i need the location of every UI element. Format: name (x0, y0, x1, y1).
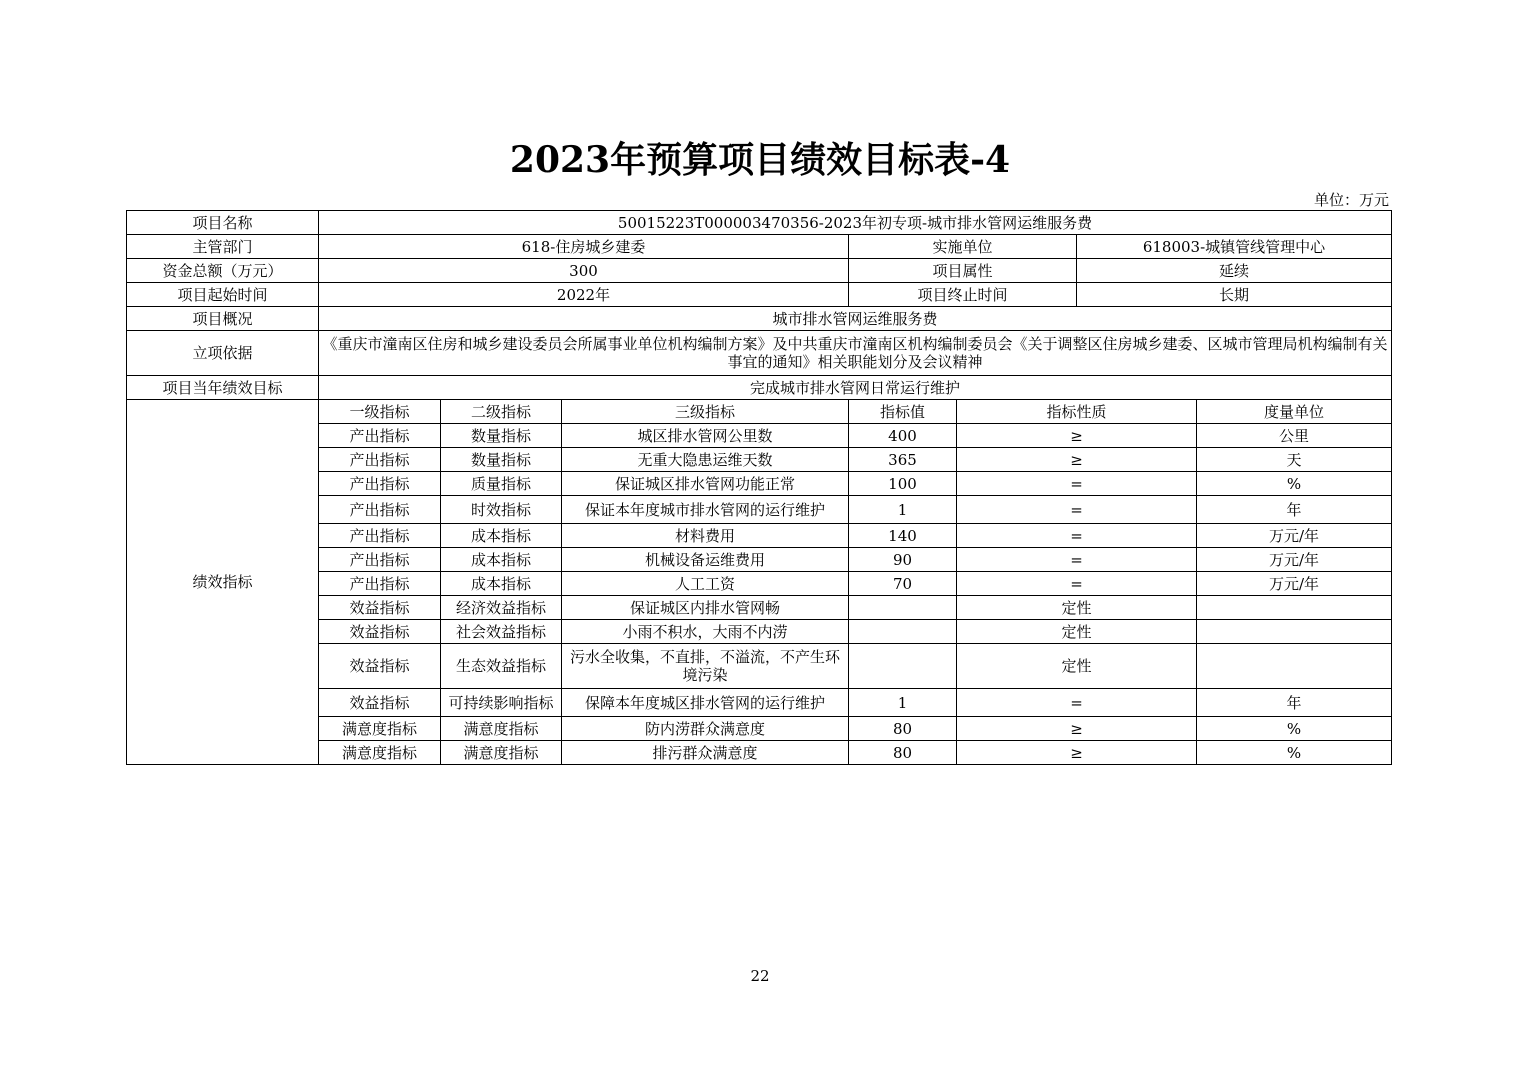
indicator-level3: 人工工资 (562, 572, 849, 596)
indicator-level3: 排污群众满意度 (562, 741, 849, 765)
header-level3: 三级指标 (562, 400, 849, 424)
indicator-level2: 成本指标 (441, 524, 562, 548)
row-goal (127, 376, 1392, 400)
fund-value: 300 (319, 259, 849, 283)
indicator-unit: % (1197, 472, 1392, 496)
project-name-value: 50015223T000003470356-2023年初专项-城市排水管网运维服务费 (319, 211, 1392, 235)
indicator-nature: ≥ (957, 717, 1197, 741)
unit-note: 单位：万元 (1313, 191, 1389, 209)
indicator-level1: 产出指标 (319, 548, 441, 572)
indicator-nature: 定性 (957, 596, 1197, 620)
indicator-nature: = (957, 524, 1197, 548)
fund-label: 资金总额（万元） (127, 259, 319, 283)
attr-value: 延续 (1077, 259, 1392, 283)
header-level2: 二级指标 (441, 400, 562, 424)
page-title: 2023年预算项目绩效目标表-4 (509, 139, 1011, 181)
indicator-unit (1197, 644, 1392, 689)
indicator-level3: 保证城区内排水管网畅 (562, 596, 849, 620)
indicator-value: 1 (849, 689, 957, 717)
impl-label: 实施单位 (849, 235, 1077, 259)
indicator-level2: 成本指标 (441, 548, 562, 572)
overview-value: 城市排水管网运维服务费 (319, 307, 1392, 331)
row-project-name (127, 211, 1392, 235)
indicator-level1: 效益指标 (319, 596, 441, 620)
indicator-nature: 定性 (957, 620, 1197, 644)
indicator-nature: = (957, 496, 1197, 524)
indicator-unit: 万元/年 (1197, 524, 1392, 548)
indicator-nature: ≥ (957, 424, 1197, 448)
indicator-value: 140 (849, 524, 957, 548)
indicator-level2: 生态效益指标 (441, 644, 562, 689)
end-value: 长期 (1077, 283, 1392, 307)
start-value: 2022年 (319, 283, 849, 307)
indicator-level1: 产出指标 (319, 524, 441, 548)
indicator-level1: 效益指标 (319, 689, 441, 717)
indicator-level3: 保障本年度城区排水管网的运行维护 (562, 689, 849, 717)
basis-value: 《重庆市潼南区住房和城乡建设委员会所属事业单位机构编制方案》及中共重庆市潼南区机构编制委员会《关于调整区住房城乡建委、区城市管理局机构编制有关事宜的通知》相关职能划分及会议精神 (319, 331, 1392, 376)
perf-label: 绩效指标 (127, 400, 319, 765)
indicator-unit (1197, 620, 1392, 644)
end-label: 项目终止时间 (849, 283, 1077, 307)
indicator-level2: 社会效益指标 (441, 620, 562, 644)
indicator-unit: 万元/年 (1197, 572, 1392, 596)
indicator-level2: 数量指标 (441, 424, 562, 448)
indicator-value: 365 (849, 448, 957, 472)
basis-label: 立项依据 (127, 331, 319, 376)
indicator-level2: 质量指标 (441, 472, 562, 496)
indicator-unit: % (1197, 717, 1392, 741)
indicator-value: 80 (849, 717, 957, 741)
indicator-nature: 定性 (957, 644, 1197, 689)
start-label: 项目起始时间 (127, 283, 319, 307)
row-department (127, 235, 1392, 259)
indicator-level3: 城区排水管网公里数 (562, 424, 849, 448)
indicator-level1: 产出指标 (319, 472, 441, 496)
indicator-level3: 机械设备运维费用 (562, 548, 849, 572)
row-overview (127, 307, 1392, 331)
indicator-level2: 可持续影响指标 (441, 689, 562, 717)
impl-value: 618003-城镇管线管理中心 (1077, 235, 1392, 259)
indicator-level1: 效益指标 (319, 644, 441, 689)
indicator-level1: 满意度指标 (319, 717, 441, 741)
indicator-value (849, 620, 957, 644)
indicator-unit: 天 (1197, 448, 1392, 472)
goal-label: 项目当年绩效目标 (127, 376, 319, 400)
indicator-value: 1 (849, 496, 957, 524)
indicator-level2: 成本指标 (441, 572, 562, 596)
row-period (127, 283, 1392, 307)
indicator-level3: 无重大隐患运维天数 (562, 448, 849, 472)
indicator-level1: 产出指标 (319, 496, 441, 524)
header-unit: 度量单位 (1197, 400, 1392, 424)
overview-label: 项目概况 (127, 307, 319, 331)
page-number: 22 (750, 967, 770, 985)
indicator-level1: 产出指标 (319, 424, 441, 448)
indicator-level3: 保证城区排水管网功能正常 (562, 472, 849, 496)
goal-value: 完成城市排水管网日常运行维护 (319, 376, 1392, 400)
dept-label: 主管部门 (127, 235, 319, 259)
indicator-value: 70 (849, 572, 957, 596)
indicator-level2: 满意度指标 (441, 717, 562, 741)
header-level1: 一级指标 (319, 400, 441, 424)
indicator-level2: 满意度指标 (441, 741, 562, 765)
indicator-level3: 污水全收集，不直排，不溢流，不产生环境污染 (562, 644, 849, 689)
header-nature: 指标性质 (957, 400, 1197, 424)
indicator-unit: % (1197, 741, 1392, 765)
indicator-unit: 公里 (1197, 424, 1392, 448)
performance-table (126, 210, 1392, 765)
indicator-level3: 保证本年度城市排水管网的运行维护 (562, 496, 849, 524)
indicator-unit (1197, 596, 1392, 620)
indicator-level3: 小雨不积水，大雨不内涝 (562, 620, 849, 644)
indicator-nature: = (957, 689, 1197, 717)
indicator-level3: 材料费用 (562, 524, 849, 548)
indicator-level1: 产出指标 (319, 448, 441, 472)
indicator-nature: ≥ (957, 741, 1197, 765)
row-basis (127, 331, 1392, 376)
indicator-nature: = (957, 548, 1197, 572)
indicator-level1: 满意度指标 (319, 741, 441, 765)
indicator-unit: 年 (1197, 689, 1392, 717)
indicator-value: 80 (849, 741, 957, 765)
indicator-value (849, 596, 957, 620)
dept-value: 618-住房城乡建委 (319, 235, 849, 259)
attr-label: 项目属性 (849, 259, 1077, 283)
indicator-value: 90 (849, 548, 957, 572)
indicator-nature: = (957, 572, 1197, 596)
row-fund (127, 259, 1392, 283)
header-value: 指标值 (849, 400, 957, 424)
indicator-value (849, 644, 957, 689)
indicator-unit: 年 (1197, 496, 1392, 524)
indicator-level1: 产出指标 (319, 572, 441, 596)
indicator-level3: 防内涝群众满意度 (562, 717, 849, 741)
indicator-value: 100 (849, 472, 957, 496)
indicator-level2: 经济效益指标 (441, 596, 562, 620)
indicator-level2: 时效指标 (441, 496, 562, 524)
indicator-header-row (127, 400, 1392, 424)
indicator-level1: 效益指标 (319, 620, 441, 644)
project-name-label: 项目名称 (127, 211, 319, 235)
indicator-value: 400 (849, 424, 957, 448)
indicator-unit: 万元/年 (1197, 548, 1392, 572)
indicator-nature: = (957, 472, 1197, 496)
indicator-nature: ≥ (957, 448, 1197, 472)
indicator-level2: 数量指标 (441, 448, 562, 472)
